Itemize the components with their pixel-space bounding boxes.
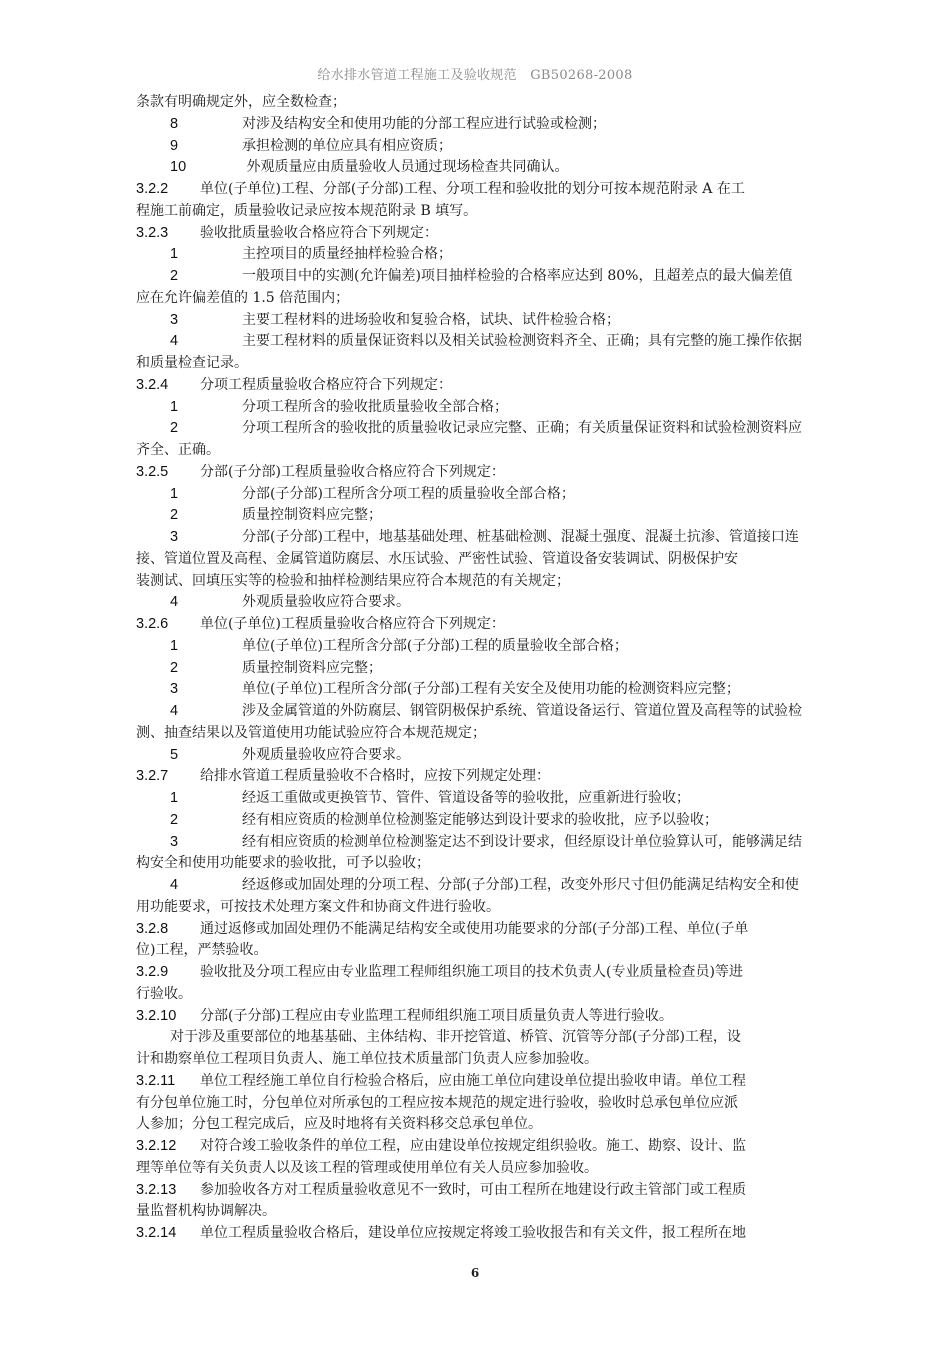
list-item-line: [136, 745, 818, 767]
item-number: 3: [170, 311, 179, 328]
item-number: 1: [170, 790, 179, 806]
section-heading-line: [136, 1006, 818, 1028]
line-text: 分项工程质量验收合格应符合下列规定：: [200, 376, 452, 393]
item-number: 1: [170, 398, 179, 415]
continuation-line: [136, 1093, 818, 1115]
line-text: 主控项目的质量经抽样检验合格；: [242, 246, 452, 263]
item-number: 1: [170, 485, 179, 502]
list-item-line: [136, 266, 818, 288]
item-number: 2: [170, 659, 179, 676]
item-number: 4: [170, 594, 179, 611]
continuation-line: [136, 1158, 818, 1180]
list-item-line: [136, 788, 818, 810]
line-text: 经有相应资质的检测单位检测鉴定达不到设计要求，但经原设计单位验算认可，能够满足结: [242, 833, 802, 850]
continuation-line: [136, 853, 818, 875]
line-text: 单位(子单位)工程所含分部(子分部)工程的质量验收全部合格；: [242, 637, 628, 654]
continuation-line: [136, 897, 818, 919]
section-number: 3.2.10: [136, 1007, 177, 1024]
line-text: 分部(子分部)工程质量验收合格应符合下列规定：: [200, 463, 505, 480]
section-heading-line: [136, 1071, 818, 1093]
section-heading-line: [136, 1136, 818, 1158]
line-text: 分项工程所含的验收批的质量验收记录应完整、正确；有关质量保证资料和试验检测资料应: [242, 420, 802, 437]
list-item-line: [136, 527, 818, 549]
line-text: 有分包单位施工时，分包单位对所承包的工程应按本规范的规定进行验收，验收时总承包单位应派: [136, 1094, 738, 1111]
continuation-line: [136, 353, 818, 375]
continuation-line: [136, 288, 818, 310]
section-heading-line: [136, 1180, 818, 1202]
section-heading-line: [136, 919, 818, 941]
line-text: 单位(子单位)工程所含分部(子分部)工程有关安全及使用功能的检测资料应完整；: [242, 681, 740, 698]
item-number: 3: [170, 681, 179, 698]
continuation-line: [136, 940, 818, 962]
line-text: 质量控制资料应完整；: [242, 507, 382, 524]
line-text: 分部(子分部)工程应由专业监理工程师组织施工项目质量负责人等进行验收。: [200, 1007, 673, 1024]
list-item-line: [136, 157, 818, 179]
line-text: 给排水管道工程质量验收不合格时，应按下列规定处理：: [200, 768, 550, 785]
list-item-line: [136, 136, 818, 158]
item-number: 4: [170, 877, 179, 893]
line-text: 理等单位等有关负责人以及该工程的管理或使用单位有关人员应参加验收。: [136, 1159, 598, 1176]
item-number: 4: [170, 703, 179, 719]
section-number: 3.2.8: [136, 920, 169, 937]
line-text: 程施工前确定，质量验收记录应按本规范附录 B 填写。: [136, 202, 478, 219]
line-text: 验收批及分项工程应由专业监理工程师组织施工项目的技术负责人(专业质量检查员)等进: [200, 964, 743, 980]
continuation-line: [136, 201, 818, 223]
line-text: 一般项目中的实测(允许偏差)项目抽样检验的合格率应达到 80%，且超差点的最大偏差值: [242, 268, 793, 284]
item-number: 8: [170, 115, 179, 132]
list-item-line: [136, 505, 818, 527]
list-item-line: [136, 658, 818, 680]
list-item-line: [136, 331, 818, 353]
section-heading-line: [136, 614, 818, 636]
line-text: 对涉及结构安全和使用功能的分部工程应进行试验或检测；: [242, 115, 606, 132]
list-item-line: [136, 592, 818, 614]
list-item-line: [136, 636, 818, 658]
paragraph-line: [136, 1027, 818, 1049]
page-number: 6: [470, 1266, 480, 1280]
line-text: 经返修或加固处理的分项工程、分部(子分部)工程，改变外形尺寸但仍能满足结构安全和使: [242, 877, 799, 893]
item-number: 10: [170, 159, 187, 176]
section-number: 3.2.7: [136, 768, 169, 785]
line-text: 质量控制资料应完整；: [242, 659, 382, 676]
continuation-line: [136, 571, 818, 593]
section-heading-line: [136, 962, 818, 984]
list-item-line: [136, 810, 818, 832]
document-body: [136, 92, 818, 1245]
line-text: 接、管道位置及高程、金属管道防腐层、水压试验、严密性试验、管道设备安装调试、阴极保护安: [136, 550, 738, 567]
line-text: 单位(子单位)工程、分部(子分部)工程、分项工程和验收批的划分可按本规范附录 A 在工: [200, 181, 745, 197]
item-number: 5: [170, 746, 179, 763]
section-heading-line: [136, 766, 818, 788]
section-number: 3.2.3: [136, 224, 169, 241]
section-number: 3.2.5: [136, 463, 169, 480]
continuation-line: [136, 1049, 818, 1071]
line-text: 涉及金属管道的外防腐层、钢管阴极保护系统、管道设备运行、管道位置及高程等的试验检: [242, 703, 802, 719]
line-text: 构安全和使用功能要求的验收批，可予以验收；: [136, 855, 430, 872]
continuation-line: [136, 1114, 818, 1136]
running-header: 给水排水管道工程施工及验收规范 GB50268-2008: [317, 68, 633, 83]
line-text: 和质量检查记录。: [136, 355, 248, 371]
section-number: 3.2.6: [136, 616, 169, 632]
item-number: 9: [170, 137, 179, 154]
item-number: 2: [170, 811, 179, 828]
list-item-line: [136, 679, 818, 701]
section-heading-line: [136, 1223, 818, 1245]
list-item-line: [136, 832, 818, 854]
line-text: 测、抽查结果以及管道使用功能试验应符合本规范规定；: [136, 724, 486, 741]
line-text: 参加验收各方对工程质量验收意见不一致时，可由工程所在地建设行政主管部门或工程质: [200, 1181, 746, 1198]
section-heading-line: [136, 462, 818, 484]
line-text: 通过返修或加固处理仍不能满足结构安全或使用功能要求的分部(子分部)工程、单位(子单: [200, 920, 749, 937]
list-item-line: [136, 418, 818, 440]
section-heading-line: [136, 375, 818, 397]
section-number: 3.2.11: [136, 1072, 176, 1089]
section-number: 3.2.14: [136, 1225, 177, 1241]
section-heading-line: [136, 179, 818, 201]
line-text: 对于涉及重要部位的地基基础、主体结构、非开挖管道、桥管、沉管等分部(子分部)工程，设: [170, 1029, 741, 1046]
item-number: 2: [170, 420, 179, 437]
line-text: 用功能要求，可按技术处理方案文件和协商文件进行验收。: [136, 898, 500, 915]
line-text: 人参加；分包工程完成后，应及时地将有关资料移交总承包单位。: [136, 1116, 542, 1133]
line-text: 主要工程材料的进场验收和复验合格，试块、试件检验合格；: [242, 311, 620, 328]
item-number: 3: [170, 529, 179, 545]
line-text: 装测试、回填压实等的检验和抽样检测结果应符合本规范的有关规定；: [136, 572, 570, 589]
continuation-line: [136, 984, 818, 1006]
section-number: 3.2.4: [136, 376, 169, 393]
line-text: 单位工程经施工单位自行检验合格后，应由施工单位向建设单位提出验收申请。单位工程: [200, 1072, 746, 1089]
line-text: 条款有明确规定外，应全数检查；: [136, 94, 346, 110]
line-text: 位)工程，严禁验收。: [136, 942, 268, 959]
item-number: 3: [170, 833, 179, 850]
list-item-line: [136, 484, 818, 506]
line-text: 齐全、正确。: [136, 442, 220, 458]
item-number: 2: [170, 507, 179, 524]
line-text: 单位工程质量验收合格后，建设单位应按规定将竣工验收报告和有关文件，报工程所在地: [200, 1225, 746, 1241]
continuation-line: [136, 723, 818, 745]
line-text: 分部(子分部)工程所含分项工程的质量验收全部合格；: [242, 485, 575, 502]
item-number: 1: [170, 637, 179, 654]
line-text: 外观质量验收应符合要求。: [242, 746, 410, 763]
item-number: 1: [170, 246, 179, 263]
list-item-line: [136, 114, 818, 136]
continuation-line: [136, 1201, 818, 1223]
line-text: 分项工程所含的验收批质量验收全部合格；: [242, 398, 508, 415]
section-number: 3.2.13: [136, 1181, 177, 1198]
line-text: 经返工重做或更换管节、管件、管道设备等的验收批，应重新进行验收；: [242, 790, 690, 806]
line-text: 经有相应资质的检测单位检测鉴定能够达到设计要求的验收批，应予以验收；: [242, 811, 718, 828]
item-number: 2: [170, 268, 179, 284]
list-item-line: [136, 875, 818, 897]
item-number: 4: [170, 333, 179, 350]
line-text: 行验收。: [136, 985, 192, 1002]
section-number: 3.2.2: [136, 181, 169, 197]
line-text: 单位(子单位)工程质量验收合格应符合下列规定：: [200, 616, 505, 632]
list-item-line: [136, 701, 818, 723]
line-text: 分部(子分部)工程中，地基基础处理、桩基础检测、混凝土强度、混凝土抗渗、管道接口连: [242, 529, 799, 545]
line-text: 外观质量验收应符合要求。: [242, 594, 410, 611]
list-item-line: [136, 397, 818, 419]
line-text: 外观质量应由质量验收人员通过现场检查共同确认。: [242, 159, 569, 176]
section-heading-line: [136, 223, 818, 245]
continuation-line: [136, 92, 818, 114]
section-number: 3.2.9: [136, 964, 169, 980]
list-item-line: [136, 310, 818, 332]
line-text: 应在允许偏差值的 1.5 倍范围内；: [136, 289, 350, 306]
section-number: 3.2.12: [136, 1138, 177, 1154]
line-text: 主要工程材料的质量保证资料以及相关试验检测资料齐全、正确；具有完整的施工操作依据: [242, 333, 802, 350]
line-text: 对符合竣工验收条件的单位工程，应由建设单位按规定组织验收。施工、勘察、设计、监: [200, 1138, 746, 1154]
line-text: 验收批质量验收合格应符合下列规定：: [200, 224, 438, 241]
list-item-line: [136, 244, 818, 266]
continuation-line: [136, 440, 818, 462]
line-text: 计和勘察单位工程项目负责人、施工单位技术质量部门负责人应参加验收。: [136, 1051, 598, 1067]
line-text: 承担检测的单位应具有相应资质；: [242, 137, 452, 154]
continuation-line: [136, 549, 818, 571]
line-text: 量监督机构协调解决。: [136, 1203, 276, 1220]
